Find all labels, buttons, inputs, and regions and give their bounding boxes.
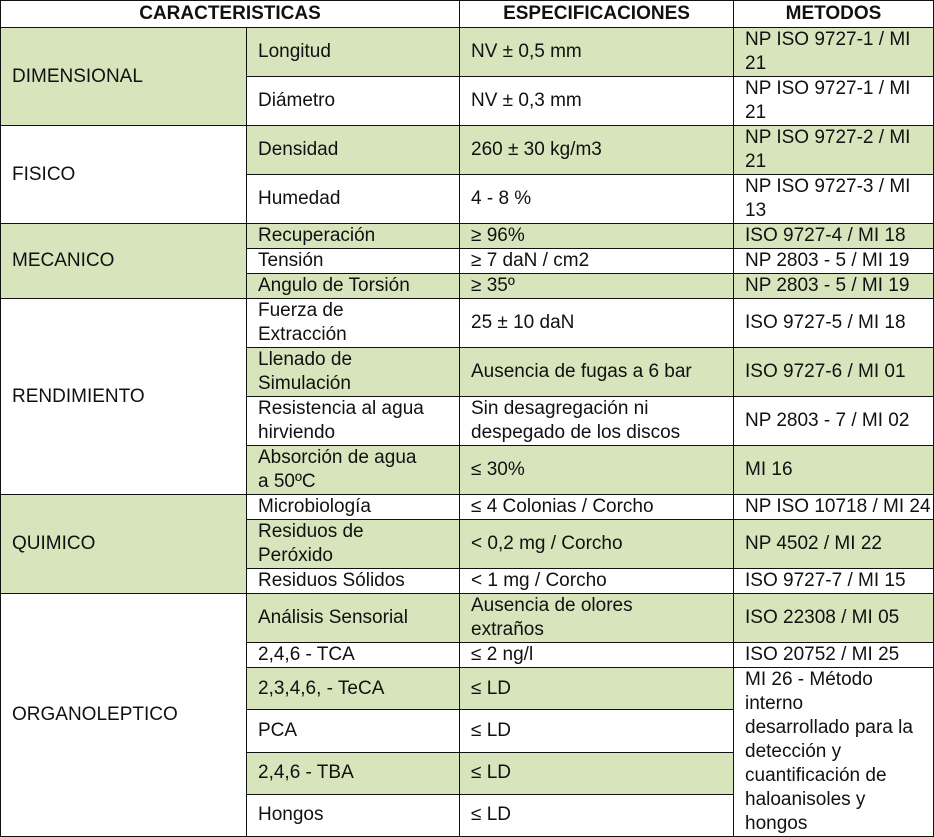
- name-line: Llenado de: [258, 349, 353, 370]
- method-value: ISO 20752 / MI 25: [734, 643, 934, 668]
- header-row: [1, 1, 934, 28]
- specification-value: 25 ± 10 daN: [460, 299, 734, 348]
- specification-value: < 0,2 mg / Corcho: [460, 520, 734, 569]
- category-quimico: QUIMICO: [1, 495, 247, 594]
- characteristic-name: Angulo de Torsión: [247, 274, 460, 299]
- method-line: desarrollado para la: [745, 717, 913, 738]
- name-line: Fuerza de: [258, 300, 344, 321]
- method-line: detección y: [745, 741, 842, 762]
- specification-value: ≥ 35º: [460, 274, 734, 299]
- characteristic-name: [247, 299, 460, 348]
- specification-value: ≥ 7 daN / cm2: [460, 249, 734, 274]
- characteristic-name: Humedad: [247, 175, 460, 224]
- specification-value: ≥ 96%: [460, 224, 734, 249]
- method-line: haloanisoles y hongos: [745, 789, 866, 834]
- method-line: cuantificación de: [745, 765, 887, 786]
- name-line: Simulación: [258, 373, 351, 394]
- specification-value: ≤ LD: [460, 752, 734, 794]
- method-value: ISO 9727-6 / MI 01: [734, 348, 934, 397]
- name-line: hirviendo: [258, 422, 336, 443]
- method-value: ISO 9727-7 / MI 15: [734, 569, 934, 594]
- characteristic-name: Residuos Sólidos: [247, 569, 460, 594]
- method-value: NP 2803 - 5 / MI 19: [734, 274, 934, 299]
- method-value: NP ISO 9727-2 / MI 21: [734, 126, 934, 175]
- specification-value: Ausencia de fugas a 6 bar: [460, 348, 734, 397]
- spec-line: Ausencia de olores: [471, 595, 633, 616]
- method-value: MI 16: [734, 446, 934, 495]
- characteristic-name: [247, 520, 460, 569]
- characteristic-name: [247, 348, 460, 397]
- specification-value: ≤ LD: [460, 668, 734, 710]
- specification-value: ≤ LD: [460, 794, 734, 836]
- category-rendimiento: RENDIMIENTO: [1, 299, 247, 495]
- specification-value: < 1 mg / Corcho: [460, 569, 734, 594]
- name-line: Absorción de agua: [258, 447, 417, 468]
- method-value: NP ISO 9727-1 / MI 21: [734, 28, 934, 77]
- characteristic-name: Microbiología: [247, 495, 460, 520]
- header-especificaciones: ESPECIFICACIONES: [460, 1, 734, 28]
- table-row: [1, 224, 934, 249]
- method-value: NP 2803 - 5 / MI 19: [734, 249, 934, 274]
- method-value: NP 4502 / MI 22: [734, 520, 934, 569]
- specification-value: ≤ 30%: [460, 446, 734, 495]
- table-row: [1, 594, 934, 643]
- characteristic-name: Tensión: [247, 249, 460, 274]
- header-metodos: METODOS: [734, 1, 934, 28]
- specification-value: ≤ LD: [460, 710, 734, 752]
- specification-value: [460, 594, 734, 643]
- characteristic-name: Análisis Sensorial: [247, 594, 460, 643]
- specification-value: 260 ± 30 kg/m3: [460, 126, 734, 175]
- name-line: Resistencia al agua: [258, 398, 424, 419]
- specification-value: [460, 397, 734, 446]
- characteristic-name: Longitud: [247, 28, 460, 77]
- table-row: [1, 28, 934, 77]
- method-value: NP 2803 - 7 / MI 02: [734, 397, 934, 446]
- method-value: ISO 9727-4 / MI 18: [734, 224, 934, 249]
- method-value: NP ISO 9727-3 / MI 13: [734, 175, 934, 224]
- specification-value: ≤ 4 Colonias / Corcho: [460, 495, 734, 520]
- spec-line: Sin desagregación ni: [471, 398, 649, 419]
- spec-line: extraños: [471, 619, 544, 640]
- table-row: [1, 495, 934, 520]
- specification-value: ≤ 2 ng/l: [460, 643, 734, 668]
- table-row: [1, 299, 934, 348]
- characteristic-name: 2,4,6 - TBA: [247, 752, 460, 794]
- characteristic-name: Densidad: [247, 126, 460, 175]
- specification-value: NV ± 0,5 mm: [460, 28, 734, 77]
- characteristic-name: Recuperación: [247, 224, 460, 249]
- name-line: Peróxido: [258, 545, 333, 566]
- characteristic-name: 2,3,4,6, - TeCA: [247, 668, 460, 710]
- name-line: Residuos de: [258, 521, 364, 542]
- name-line: a 50ºC: [258, 471, 316, 492]
- category-organoleptico: ORGANOLEPTICO: [1, 594, 247, 837]
- category-fisico: FISICO: [1, 126, 247, 224]
- header-caracteristicas: CARACTERISTICAS: [1, 1, 460, 28]
- characteristic-name: 2,4,6 - TCA: [247, 643, 460, 668]
- spec-line: despegado de los discos: [471, 422, 681, 443]
- category-mecanico: MECANICO: [1, 224, 247, 299]
- category-dimensional: DIMENSIONAL: [1, 28, 247, 126]
- method-line: MI 26 - Método interno: [745, 669, 873, 714]
- method-value: NP ISO 10718 / MI 24: [734, 495, 934, 520]
- specification-value: 4 - 8 %: [460, 175, 734, 224]
- characteristic-name: [247, 397, 460, 446]
- method-value: ISO 9727-5 / MI 18: [734, 299, 934, 348]
- characteristic-name: PCA: [247, 710, 460, 752]
- characteristic-name: [247, 446, 460, 495]
- shared-method-mi26: [734, 668, 934, 837]
- characteristic-name: Diámetro: [247, 77, 460, 126]
- specification-value: NV ± 0,3 mm: [460, 77, 734, 126]
- name-line: Extracción: [258, 324, 347, 345]
- method-value: ISO 22308 / MI 05: [734, 594, 934, 643]
- characteristic-name: Hongos: [247, 794, 460, 836]
- table-row: [1, 126, 934, 175]
- method-value: NP ISO 9727-1 / MI 21: [734, 77, 934, 126]
